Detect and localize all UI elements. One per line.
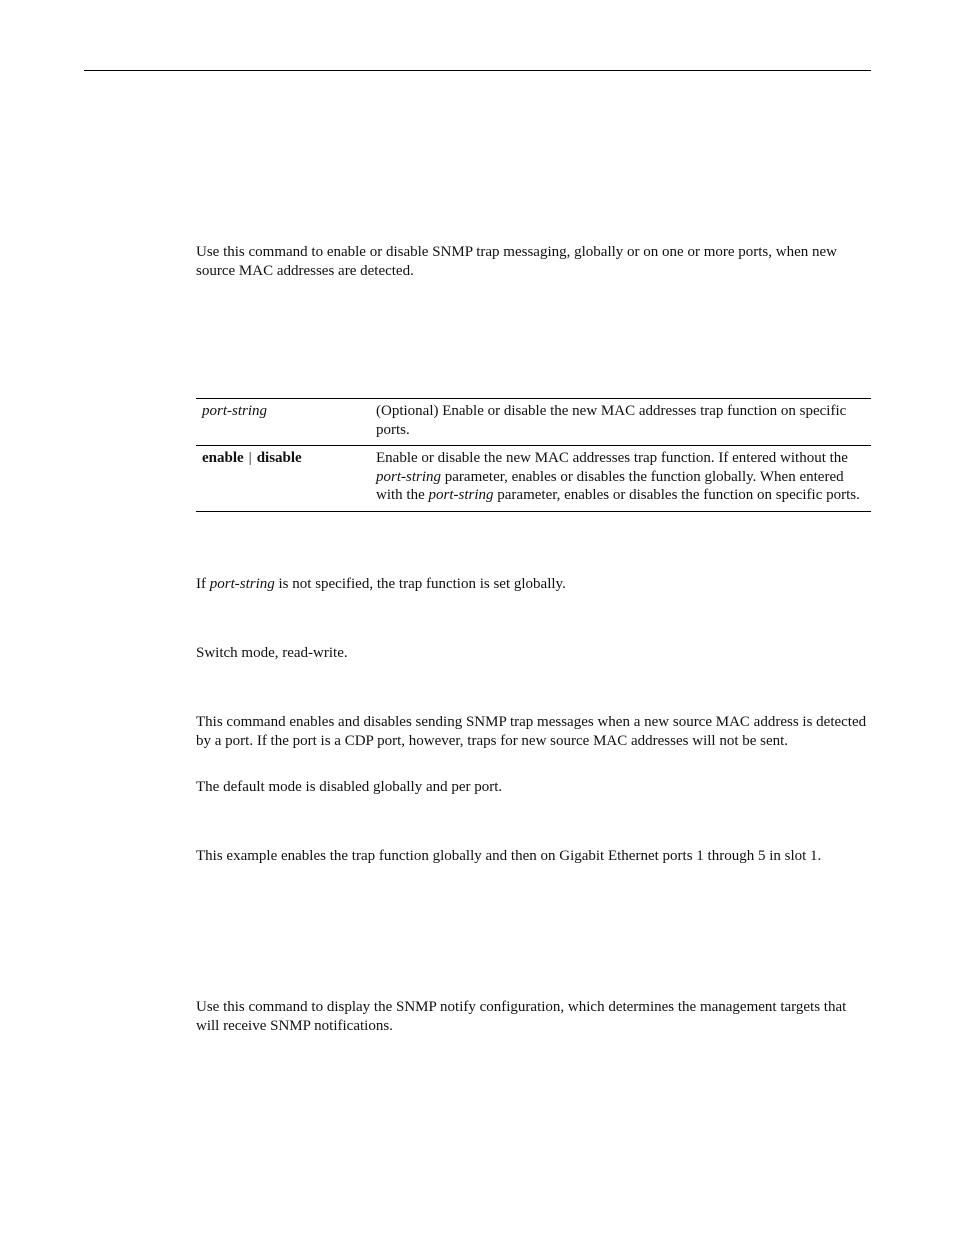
- defaults-text: [196, 575, 871, 594]
- param-name-enable-disable: [196, 446, 370, 512]
- param-name-port-string: port-string: [202, 403, 268, 419]
- command-description: Use this command to enable or disable SNMP trap messaging, globally or on one or more ports, when new source MAC addresses are detected.: [196, 244, 837, 279]
- defaults-pre: If: [196, 576, 210, 592]
- usage-paragraph-1: This command enables and disables sending SNMP trap messages when a new source MAC address is detected by a port. If the port is a CDP port, however, traps for new source MAC addresses will not be sent.: [196, 714, 867, 749]
- table-row: [196, 446, 871, 512]
- desc-text: parameter, enables or disables the function on specific ports.: [493, 487, 860, 503]
- defaults-post: is not specified, the trap function is set globally.: [274, 576, 566, 592]
- parameters-table: [196, 398, 871, 512]
- desc-italic: port-string: [376, 468, 442, 485]
- usage-paragraph-2: The default mode is disabled globally and per port.: [196, 779, 503, 795]
- next-command-description: Use this command to display the SNMP notify configuration, which determines the management targets that will receive SNMP notifications.: [196, 999, 847, 1034]
- param-disable: disable: [256, 450, 302, 466]
- table-row: [196, 399, 871, 446]
- header-rule: [84, 70, 871, 71]
- desc-text: parameter, enables or disables the function globally. When entered with the: [376, 468, 844, 503]
- mode-text: Switch mode, read-write.: [196, 645, 348, 661]
- desc-text: Enable or disable the new MAC addresses trap function. If entered without the: [376, 450, 848, 466]
- param-enable: enable: [202, 450, 244, 466]
- param-separator: |: [248, 450, 252, 466]
- param-desc-enable-disable: [370, 446, 871, 512]
- param-desc-port-string: (Optional) Enable or disable the new MAC addresses trap function on specific ports.: [376, 403, 847, 438]
- defaults-italic: port-string: [209, 576, 275, 592]
- example-text: This example enables the trap function globally and then on Gigabit Ethernet ports 1 through 5 in slot 1.: [196, 848, 822, 864]
- desc-italic: port-string: [428, 487, 494, 503]
